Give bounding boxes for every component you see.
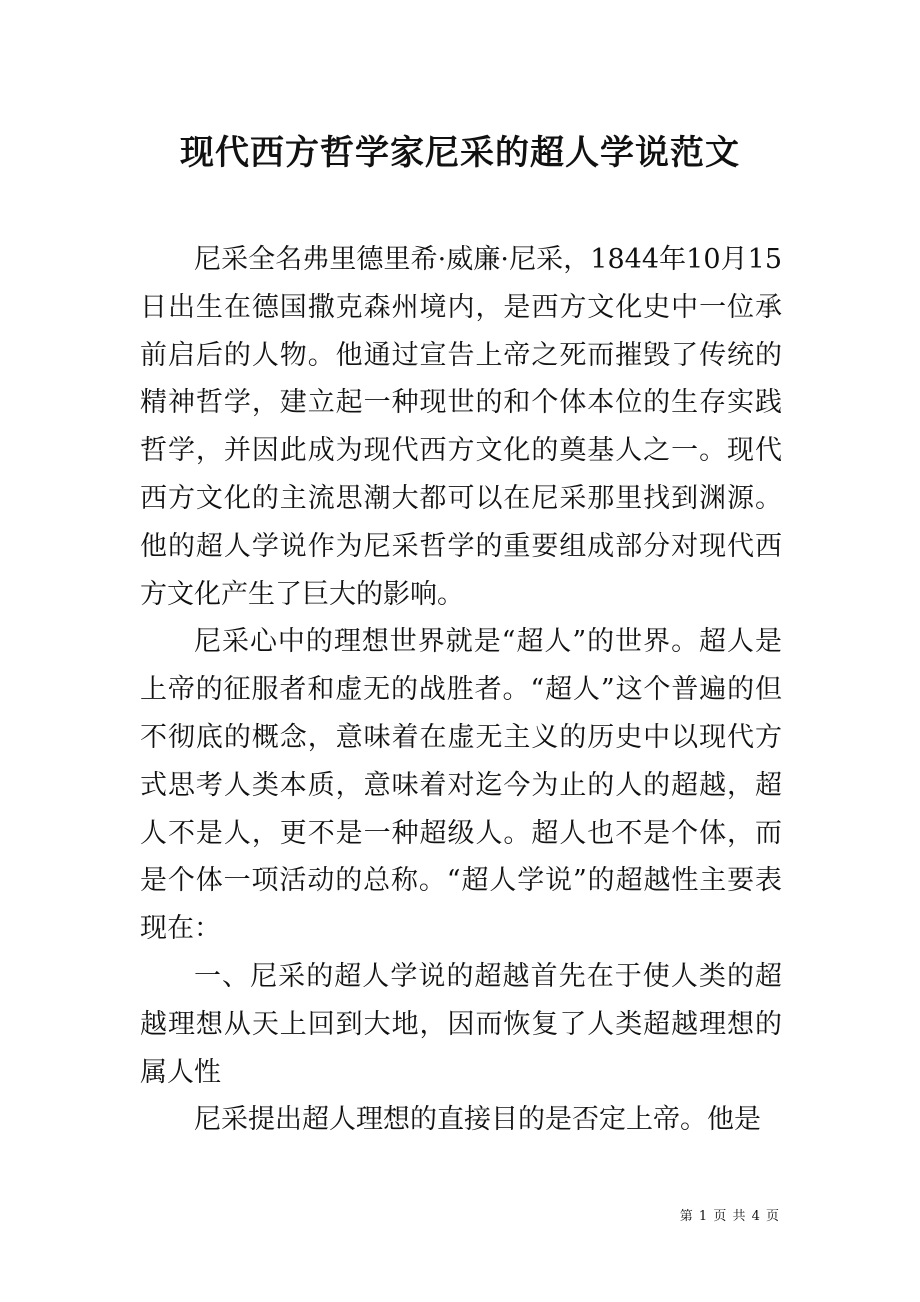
page-number-footer: 第 1 页 共 4 页 xyxy=(679,1209,780,1224)
paragraph-ideal-world: 尼采心中的理想世界就是“超人”的世界。超人是上帝的征服者和虚无的战胜者。“超人”这个普遍的但不彻底的概念，意味着在虚无主义的历史中以现代方式思考人类本质，意味着对迄今为止的人的超越，超人不是人，更不是一种超级人。超人也不是个体，而是个体一项活动的总称。“超人学说”的超越性主要表现在： xyxy=(140,626,782,945)
document-body xyxy=(140,236,782,1144)
paragraph-continuation: 尼采提出超人理想的直接目的是否定上帝。他是 xyxy=(194,1104,761,1136)
paragraph-point-one: 一、尼采的超人学说的超越首先在于使人类的超越理想从天上回到大地，因而恢复了人类超越理想的属人性 xyxy=(140,960,782,1088)
document-title: 现代西方哲学家尼采的超人学说范文 xyxy=(180,133,740,173)
paragraph-intro: 尼采全名弗里德里希·威廉·尼采，1844年10月15日出生在德国撒克森州境内，是西方文化史中一位承前启后的人物。他通过宣告上帝之死而摧毁了传统的精神哲学，建立起一种现世的和个体本位的生存实践哲学，并因此成为现代西方文化的奠基人之一。现代西方文化的主流思潮大都可以在尼采那里找到渊源。他的超人学说作为尼采哲学的重要组成部分对现代西方文化产生了巨大的影响。 xyxy=(140,244,782,610)
